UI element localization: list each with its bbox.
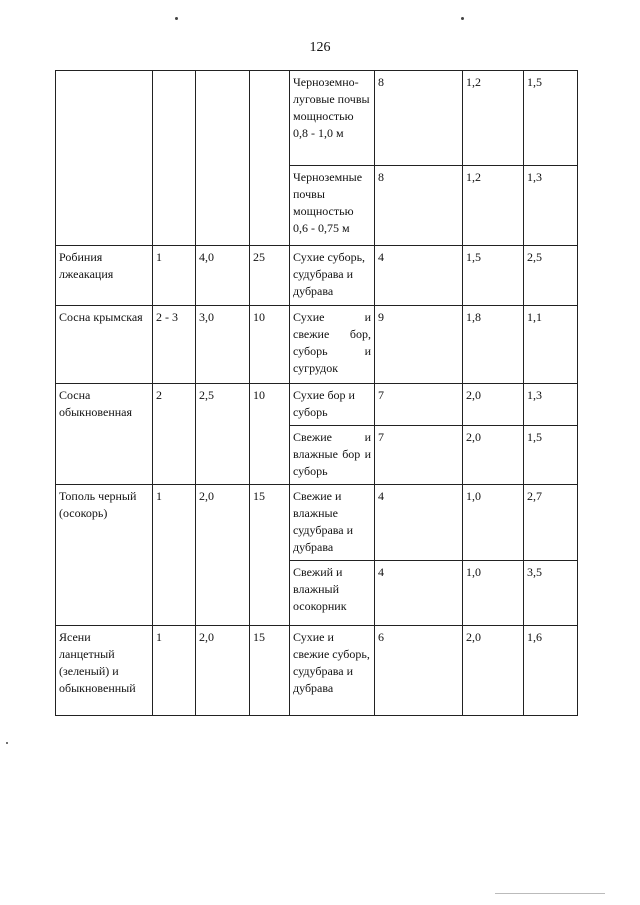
col4-cell: 10 <box>250 384 290 485</box>
soil-condition-cell: Сухие бор и суборь <box>290 384 375 426</box>
col8-cell: 3,5 <box>524 561 578 626</box>
species-cell: Ясени ланцетный (зеленый) и обыкновенный <box>56 626 153 716</box>
scan-speck <box>175 17 178 20</box>
col2-cell: 1 <box>153 246 196 306</box>
scan-speck <box>6 742 8 744</box>
soil-condition-cell: Сухие и свежие суборь, судубрава и дубрава <box>290 626 375 716</box>
col8-cell: 1,6 <box>524 626 578 716</box>
col6-cell: 7 <box>375 384 463 426</box>
table-row <box>56 626 578 716</box>
soil-condition-cell: Свежие и влажные судубрава и дубрава <box>290 485 375 561</box>
col7-cell: 2,0 <box>463 426 524 485</box>
page-number: 126 <box>309 40 331 55</box>
col3-cell: 2,0 <box>196 626 250 716</box>
col8-cell: 2,7 <box>524 485 578 561</box>
col6-cell: 4 <box>375 246 463 306</box>
col8-cell: 1,3 <box>524 166 578 246</box>
col7-cell: 1,0 <box>463 485 524 561</box>
col2-cell: 1 <box>153 626 196 716</box>
soil-condition-cell: Сухие и свежие бор, суборь и сугрудок <box>290 306 375 384</box>
col3-cell: 2,5 <box>196 384 250 485</box>
col7-cell: 2,0 <box>463 384 524 426</box>
species-cell: Робиния лжеакация <box>56 246 153 306</box>
col4-cell: 15 <box>250 626 290 716</box>
col6-cell: 7 <box>375 426 463 485</box>
soil-condition-cell: Свежие и влажные бор и суборь <box>290 426 375 485</box>
col7-cell: 1,5 <box>463 246 524 306</box>
col6-cell: 4 <box>375 561 463 626</box>
col7-cell: 2,0 <box>463 626 524 716</box>
col4-cell <box>250 71 290 246</box>
species-cell: Сосна обыкновенная <box>56 384 153 485</box>
soil-condition-cell: Сухие суборь, судубрава и дубрава <box>290 246 375 306</box>
species-table <box>55 70 578 716</box>
col6-cell: 6 <box>375 626 463 716</box>
col3-cell: 2,0 <box>196 485 250 626</box>
col8-cell: 1,1 <box>524 306 578 384</box>
table-row <box>56 246 578 306</box>
species-cell <box>56 71 153 246</box>
col6-cell: 8 <box>375 71 463 166</box>
col2-cell: 1 <box>153 485 196 626</box>
table-row <box>56 71 578 166</box>
col6-cell: 9 <box>375 306 463 384</box>
col2-cell: 2 - 3 <box>153 306 196 384</box>
table-row <box>56 384 578 426</box>
col3-cell: 3,0 <box>196 306 250 384</box>
col6-cell: 8 <box>375 166 463 246</box>
species-cell: Сосна крымская <box>56 306 153 384</box>
table-row <box>56 485 578 561</box>
col8-cell: 1,3 <box>524 384 578 426</box>
col8-cell: 1,5 <box>524 426 578 485</box>
col3-cell <box>196 71 250 246</box>
col4-cell: 15 <box>250 485 290 626</box>
soil-condition-cell: Черноземно-луговые почвы мощностью 0,8 - 1,0 м <box>290 71 375 166</box>
col6-cell: 4 <box>375 485 463 561</box>
col7-cell: 1,0 <box>463 561 524 626</box>
col2-cell <box>153 71 196 246</box>
col7-cell: 1,2 <box>463 71 524 166</box>
col4-cell: 10 <box>250 306 290 384</box>
scan-line <box>495 893 605 894</box>
col4-cell: 25 <box>250 246 290 306</box>
scan-speck <box>461 17 464 20</box>
species-cell: Тополь черный (осокорь) <box>56 485 153 626</box>
col8-cell: 1,5 <box>524 71 578 166</box>
col7-cell: 1,2 <box>463 166 524 246</box>
col7-cell: 1,8 <box>463 306 524 384</box>
soil-condition-cell: Свежий и влажный осокорник <box>290 561 375 626</box>
col2-cell: 2 <box>153 384 196 485</box>
table-row <box>56 306 578 384</box>
col8-cell: 2,5 <box>524 246 578 306</box>
col3-cell: 4,0 <box>196 246 250 306</box>
soil-condition-cell: Черноземные почвы мощностью 0,6 - 0,75 м <box>290 166 375 246</box>
